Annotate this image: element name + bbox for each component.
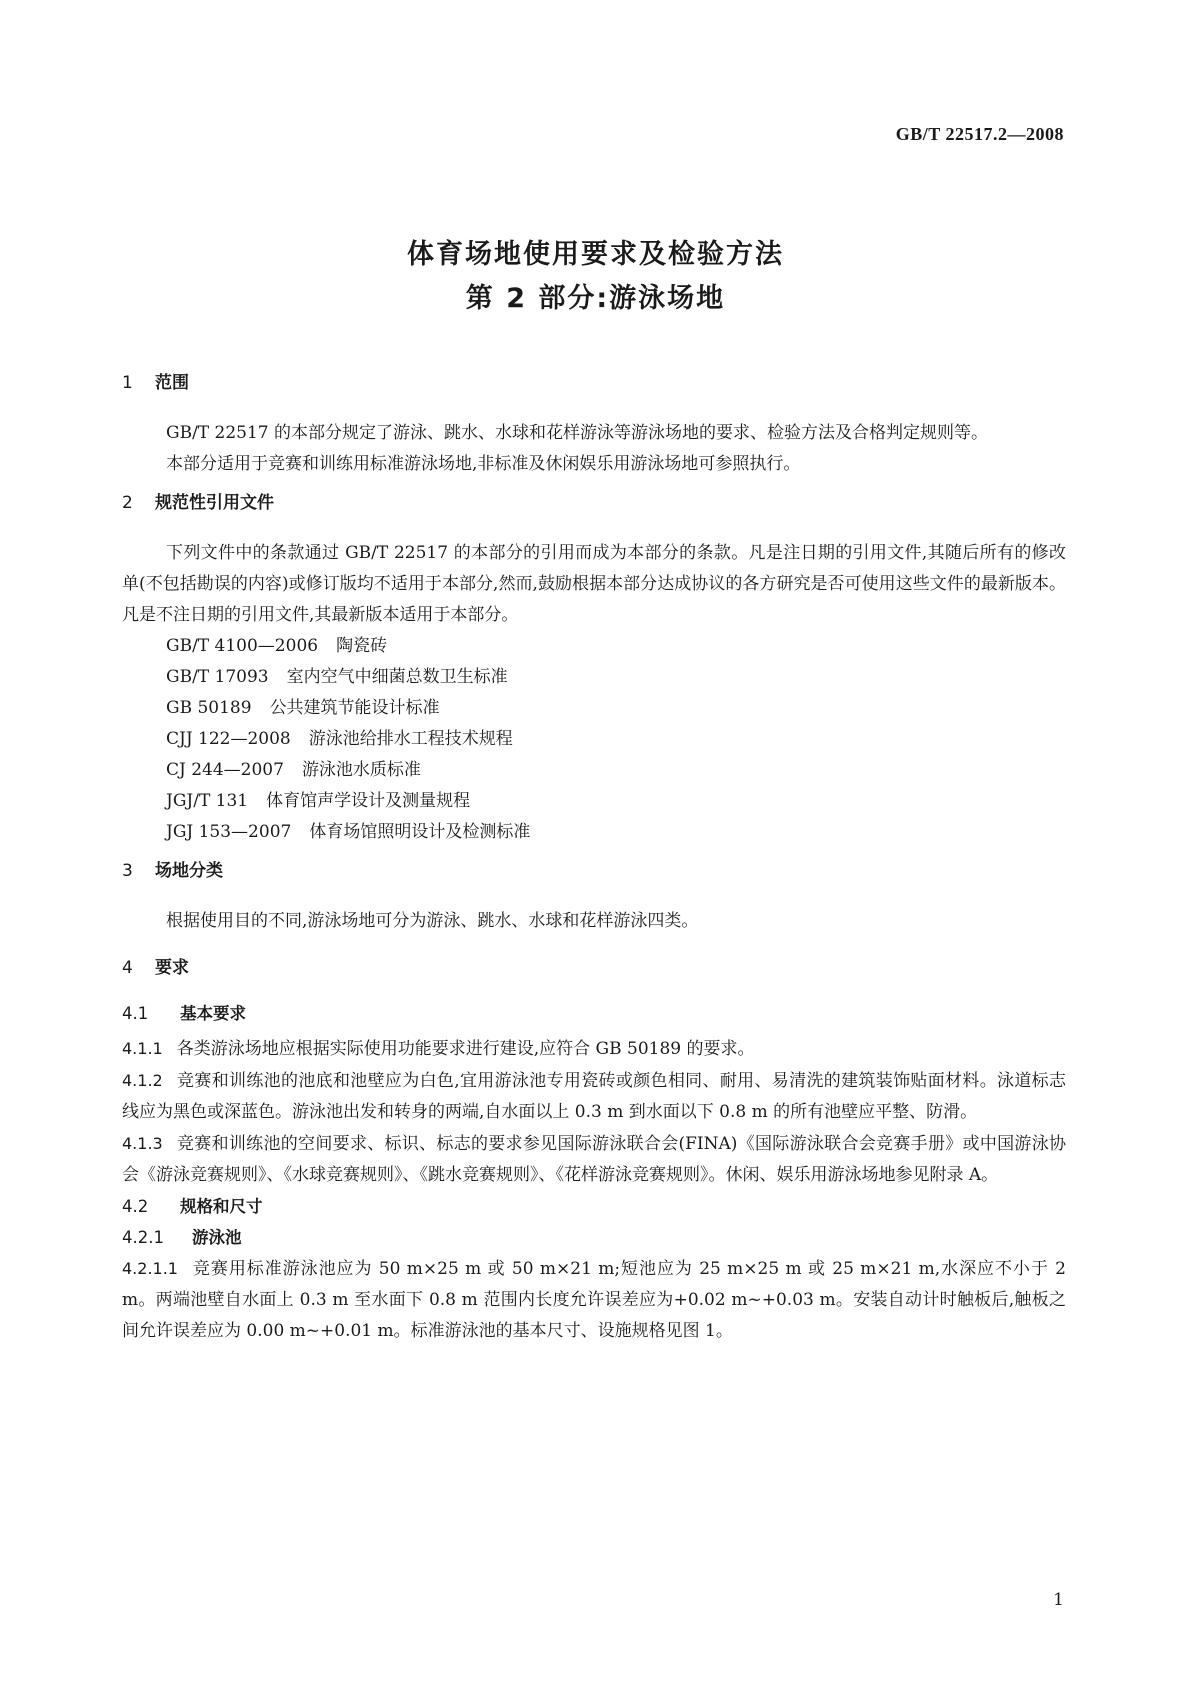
subsection-heading: [122, 1191, 1066, 1222]
clause-text: 竞赛和训练池的池底和池壁应为白色,宜用游泳池专用瓷砖或颜色相同、耐用、易清洗的建筑装饰贴面材料。泳道标志线应为黑色或深蓝色。游泳池出发和转身的两端,自水面以上 0.3 m 到水面以下 0.8 m 的所有池壁应平整、防滑。: [122, 1071, 1066, 1122]
section-title: 要求: [155, 958, 189, 978]
section-number: 3: [122, 861, 133, 881]
reference-item: [122, 662, 1066, 693]
section-number: 2: [122, 493, 133, 513]
reference-code: JGJ 153—2007: [166, 822, 292, 842]
reference-item: [122, 631, 1066, 662]
clause-text: 各类游泳场地应根据实际使用功能要求进行建设,应符合 GB 50189 的要求。: [176, 1039, 755, 1059]
paragraph: 本部分适用于竞赛和训练用标准游泳场地,非标准及休闲娱乐用游泳场地可参照执行。: [166, 454, 801, 474]
reference-item: [122, 817, 1066, 848]
subsection-title: 规格和尺寸: [180, 1197, 263, 1216]
reference-code: CJ 244—2007: [166, 760, 284, 780]
section-heading-requirements: [122, 957, 1066, 979]
clause-text: 竞赛用标准游泳池应为 50 m×25 m 或 50 m×21 m;短池应为 25 m×25 m 或 25 m×21 m,水深应不小于 2 m。两端池壁自水面上 0.3 m 至水面下 0.8 m 范围内长度允许误差应为+0.02 m~+0.03 m。安装自动计时触板后,触板之间允许误差应为 0.00 m~+0.01 m。标准游泳池的基本尺寸、设施规格见图 1。: [122, 1259, 1066, 1341]
clause-number: 4.1.1: [122, 1039, 163, 1058]
document-subtitle: 第 2 部分:游泳场地: [465, 283, 726, 314]
subsection-title: 游泳池: [192, 1228, 242, 1247]
subsection-heading: [122, 1222, 1066, 1253]
paragraph: 根据使用目的不同,游泳场地可分为游泳、跳水、水球和花样游泳四类。: [166, 911, 699, 931]
reference-code: CJJ 122—2008: [166, 729, 291, 749]
section-title: 范围: [155, 373, 189, 393]
section-number: 4: [122, 958, 133, 978]
section-title: 场地分类: [155, 861, 223, 881]
paragraph: 下列文件中的条款通过 GB/T 22517 的本部分的引用而成为本部分的条款。凡是注日期的引用文件,其随后所有的修改单(不包括勘误的内容)或修订版均不适用于本部分,然而,鼓励根据本部分达成协议的各方研究是否可使用这些文件的最新版本。凡是不注日期的引用文件,其最新版本适用于本部分。: [122, 543, 1066, 625]
section-heading-normative-references: [122, 492, 1066, 514]
reference-title: 游泳池给排水工程技术规程: [308, 729, 513, 749]
clause: [122, 1065, 1066, 1128]
clause-number: 4.2.1.1: [122, 1259, 178, 1278]
subsection-number: 4.2: [122, 1197, 149, 1216]
paragraph: GB/T 22517 的本部分规定了游泳、跳水、水球和花样游泳等游泳场地的要求、检验方法及合格判定规则等。: [166, 423, 989, 443]
subsection-title: 基本要求: [180, 1004, 246, 1023]
clause-text: 竞赛和训练池的空间要求、标识、标志的要求参见国际游泳联合会(FINA)《国际游泳联合会竞赛手册》或中国游泳协会《游泳竞赛规则》、《水球竞赛规则》、《跳水竞赛规则》、《花样游泳竞赛规则》。休闲、娱乐用游泳场地参见附录 A。: [122, 1134, 1066, 1185]
reference-code: GB/T 17093: [166, 667, 269, 687]
page-number: 1: [1053, 1590, 1064, 1610]
reference-item: [122, 693, 1066, 724]
document-title: 体育场地使用要求及检验方法: [407, 239, 784, 270]
reference-code: JGJ/T 131: [166, 791, 249, 811]
section-number: 1: [122, 373, 133, 393]
subsection-number: 4.1: [122, 1004, 149, 1023]
section-heading-classification: [122, 860, 1066, 882]
reference-title: 游泳池水质标准: [301, 760, 421, 780]
subsection-number: 4.2.1: [122, 1228, 164, 1247]
subsection-heading: [122, 1003, 1066, 1025]
section-heading-scope: [122, 372, 1066, 394]
reference-title: 室内空气中细菌总数卫生标准: [286, 667, 508, 687]
reference-item: [122, 755, 1066, 786]
clause: [122, 1253, 1066, 1347]
document-body: [122, 372, 1066, 1347]
clause-number: 4.1.2: [122, 1071, 163, 1090]
reference-title: 体育场馆照明设计及检测标准: [309, 822, 531, 842]
reference-title: 体育馆声学设计及测量规程: [266, 791, 471, 811]
clause: [122, 1033, 1066, 1065]
reference-item: [122, 786, 1066, 817]
reference-item: [122, 724, 1066, 755]
reference-title: 陶瓷砖: [336, 636, 388, 656]
reference-title: 公共建筑节能设计标准: [269, 698, 440, 718]
clause-number: 4.1.3: [122, 1134, 163, 1153]
standard-number: GB/T 22517.2—2008: [895, 124, 1064, 144]
reference-code: GB 50189: [166, 698, 252, 718]
clause: [122, 1128, 1066, 1191]
section-title: 规范性引用文件: [155, 493, 274, 513]
reference-code: GB/T 4100—2006: [166, 636, 319, 656]
